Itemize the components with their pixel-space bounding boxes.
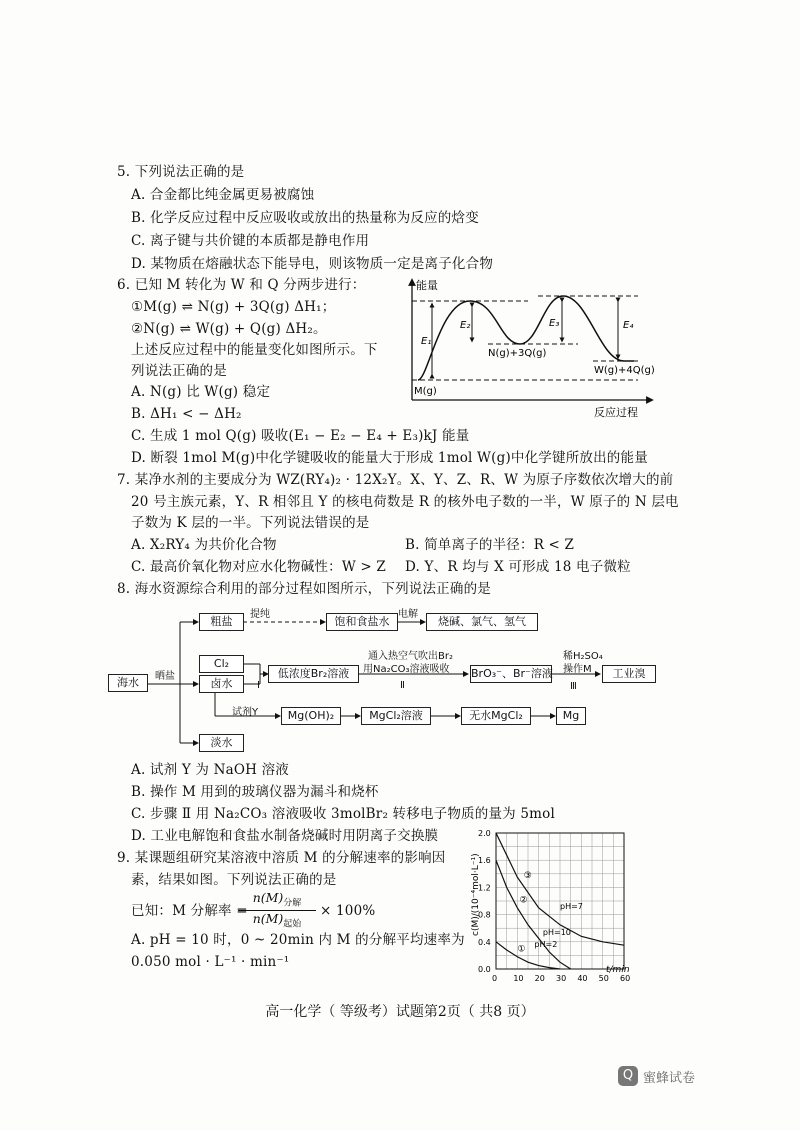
box-sat-brine: 饱和食盐水 <box>326 613 398 631</box>
q6-eq1: ①M(g) ⇌ N(g) + 3Q(g) ΔH₁； <box>131 299 336 315</box>
q6-desc1: 上述反应过程中的能量变化如图所示。下 <box>131 342 378 358</box>
q9-fraction <box>238 890 316 929</box>
y-tick-label: 1.6 <box>478 856 491 866</box>
label-step2: Ⅱ <box>400 680 405 691</box>
box-crude-salt: 粗盐 <box>199 613 244 631</box>
y-axis-label: 能量 <box>416 279 438 292</box>
label-blow-note-2: 用Na₂CO₃溶液吸收 <box>363 664 450 675</box>
label-op-m: 操作M <box>563 664 592 675</box>
q6-stem: 6. 已知 M 转化为 W 和 Q 分两步进行： <box>117 277 366 293</box>
watermark <box>618 1066 695 1086</box>
q9-stem-1: 9. 某课题组研究某溶液中溶质 M 的分解速率的影响因 <box>117 850 446 866</box>
q5-option-a: A. 合金都比纯金属更易被腐蚀 <box>131 187 315 203</box>
chart-x-label: t/min <box>606 965 630 975</box>
energy-diagram <box>388 276 660 424</box>
x-tick-label: 0 <box>492 974 498 983</box>
y-tick-label: 0.8 <box>478 910 491 920</box>
box-bro3: BrO₃⁻、Br⁻溶液 <box>470 665 552 683</box>
box-anhydrous-mgcl2: 无水MgCl₂ <box>461 707 531 725</box>
page-footer: 高一化学（ 等级考）试题第2页（ 共8 页） <box>265 1004 535 1020</box>
box-industrial-br: 工业溴 <box>602 665 656 683</box>
x-tick-label: 10 <box>513 974 524 983</box>
q8-option-a: A. 试剂 Y 为 NaOH 溶液 <box>131 762 290 778</box>
chart-y-label: c(M)/(10⁻⁴mol·L⁻¹) <box>471 853 481 936</box>
decomposition-chart <box>460 822 640 990</box>
q9-frac-num-sub: 分解 <box>283 898 302 909</box>
q6-option-b: B. ΔH₁ < − ΔH₂ <box>131 406 242 422</box>
label-e1: E₁ <box>421 336 432 347</box>
series-name-label: pH=10 <box>542 928 571 937</box>
box-cl2: Cl₂ <box>199 655 244 673</box>
x-tick-label: 50 <box>598 974 609 983</box>
series-name-label: pH=7 <box>560 902 583 912</box>
q8-option-d: D. 工业电解饱和食盐水制备烧碱时用阴离子交换膜 <box>131 828 439 844</box>
y-tick-label: 1.2 <box>478 883 491 893</box>
box-mgoh2: Mg(OH)₂ <box>281 707 341 725</box>
q9-known-prefix: 已知：M 分解率 = <box>131 903 248 919</box>
x-tick-label: 40 <box>577 974 588 983</box>
q7-option-a: A. X₂RY₄ 为共价化合物 <box>131 537 277 553</box>
label-n: N(g)+3Q(g) <box>488 348 547 359</box>
box-freshwater: 淡水 <box>199 734 244 752</box>
label-step1: Ⅰ <box>257 680 260 691</box>
q5-stem: 5. 下列说法正确的是 <box>117 164 245 180</box>
q9-option-a-1: A. pH = 10 时，0 ~ 20min 内 M 的分解平均速率为 <box>131 932 465 948</box>
q6-eq2: ②N(g) ⇌ W(g) + Q(g) ΔH₂。 <box>131 321 327 337</box>
chart-axes <box>478 829 630 983</box>
q5-option-c: C. 离子键与共价键的本质都是静电作用 <box>131 233 370 249</box>
q6-option-a: A. N(g) 比 W(g) 稳定 <box>131 384 271 400</box>
x-tick-label: 30 <box>556 974 567 983</box>
box-brine: 卤水 <box>199 675 244 693</box>
y-tick-label: 2.0 <box>478 829 491 838</box>
x-tick-label: 20 <box>534 974 545 983</box>
q5-option-b: B. 化学反应过程中反应吸收或放出的热量称为反应的焓变 <box>131 210 479 226</box>
label-e2: E₂ <box>460 320 471 331</box>
series-marker-label: ① <box>517 944 526 955</box>
box-seawater: 海水 <box>108 674 148 692</box>
q9-stem-2: 素，结果如图。下列说法正确的是 <box>131 872 337 888</box>
q7-option-c: C. 最高价氧化物对应水化物碱性：W > Z <box>131 559 386 575</box>
watermark-text: 蜜蜂试卷 <box>643 1070 696 1086</box>
box-low-br2: 低浓度Br₂溶液 <box>268 665 359 683</box>
q7-option-b: B. 简单离子的半径：R < Z <box>405 537 575 553</box>
q7-stem-2: 20 号主族元素，Y、R 相邻且 Y 的核电荷数是 R 的核外电子数的一半，W 原子的 N 层电 <box>131 494 679 510</box>
label-e4: E₄ <box>623 320 634 331</box>
q5-option-d: D. 某物质在熔融状态下能导电，则该物质一定是离子化合物 <box>131 256 494 272</box>
label-electrolysis: 电解 <box>398 609 418 620</box>
q8-stem: 8. 海水资源综合利用的部分过程如图所示，下列说法正确的是 <box>117 581 491 597</box>
q7-stem-3: 子数为 K 层的一半。下列说法错误的是 <box>131 515 370 531</box>
q9-frac-num: n(M) <box>252 890 284 905</box>
label-evap: 晒盐 <box>155 671 175 682</box>
x-tick-label: 60 <box>620 974 631 983</box>
box-mg: Mg <box>556 707 586 725</box>
label-m: M(g) <box>414 386 437 397</box>
watermark-logo-icon: Q <box>618 1066 638 1086</box>
q6-option-d: D. 断裂 1mol M(g)中化学键吸收的能量大于形成 1mol W(g)中化学键所放出的能量 <box>131 450 648 466</box>
label-acid: 稀H₂SO₄ <box>563 651 603 662</box>
q8-option-b: B. 操作 M 用到的玻璃仪器为漏斗和烧杯 <box>131 784 379 800</box>
label-step3: Ⅲ <box>570 681 577 692</box>
q9-frac-den-sub: 起始 <box>283 919 302 929</box>
y-tick-label: 0.0 <box>478 965 491 974</box>
x-axis-label: 反应过程 <box>594 406 638 419</box>
series-marker-label: ③ <box>523 871 532 882</box>
series-name-label: pH=2 <box>534 940 558 950</box>
series-marker-label: ② <box>519 895 528 906</box>
q9-frac-den: n(M) <box>252 910 284 926</box>
label-e3: E₃ <box>549 318 560 329</box>
q8-option-c: C. 步骤 Ⅱ 用 Na₂CO₃ 溶液吸收 3molBr₂ 转移电子物质的量为 5mol <box>131 806 555 822</box>
q6-option-c: C. 生成 1 mol Q(g) 吸收(E₁ − E₂ − E₄ + E₃)kJ 能量 <box>131 428 470 444</box>
chart-grid <box>496 833 624 969</box>
y-tick-label: 0.4 <box>478 937 491 947</box>
q9-known-suffix: × 100% <box>320 903 376 919</box>
label-purify: 提纯 <box>250 609 270 620</box>
label-blow-note-1: 通入热空气吹出Br₂ <box>368 651 453 662</box>
box-products: 烧碱、氯气、氢气 <box>426 613 538 631</box>
q9-option-a-2: 0.050 mol · L⁻¹ · min⁻¹ <box>131 954 290 970</box>
box-mgcl2-solution: MgCl₂溶液 <box>361 707 431 725</box>
q6-desc2: 列说法正确的是 <box>131 363 227 379</box>
q7-option-d: D. Y、R 均与 X 可形成 18 电子微粒 <box>405 559 631 575</box>
q7-stem-1: 7. 某净水剂的主要成分为 WZ(RY₄)₂ · 12X₂Y。X、Y、Z、R、W 为原子序数依次增大的前 <box>117 472 674 488</box>
label-reagent-y: 试剂Y <box>232 707 259 718</box>
label-w: W(g)+4Q(g) <box>594 365 655 376</box>
